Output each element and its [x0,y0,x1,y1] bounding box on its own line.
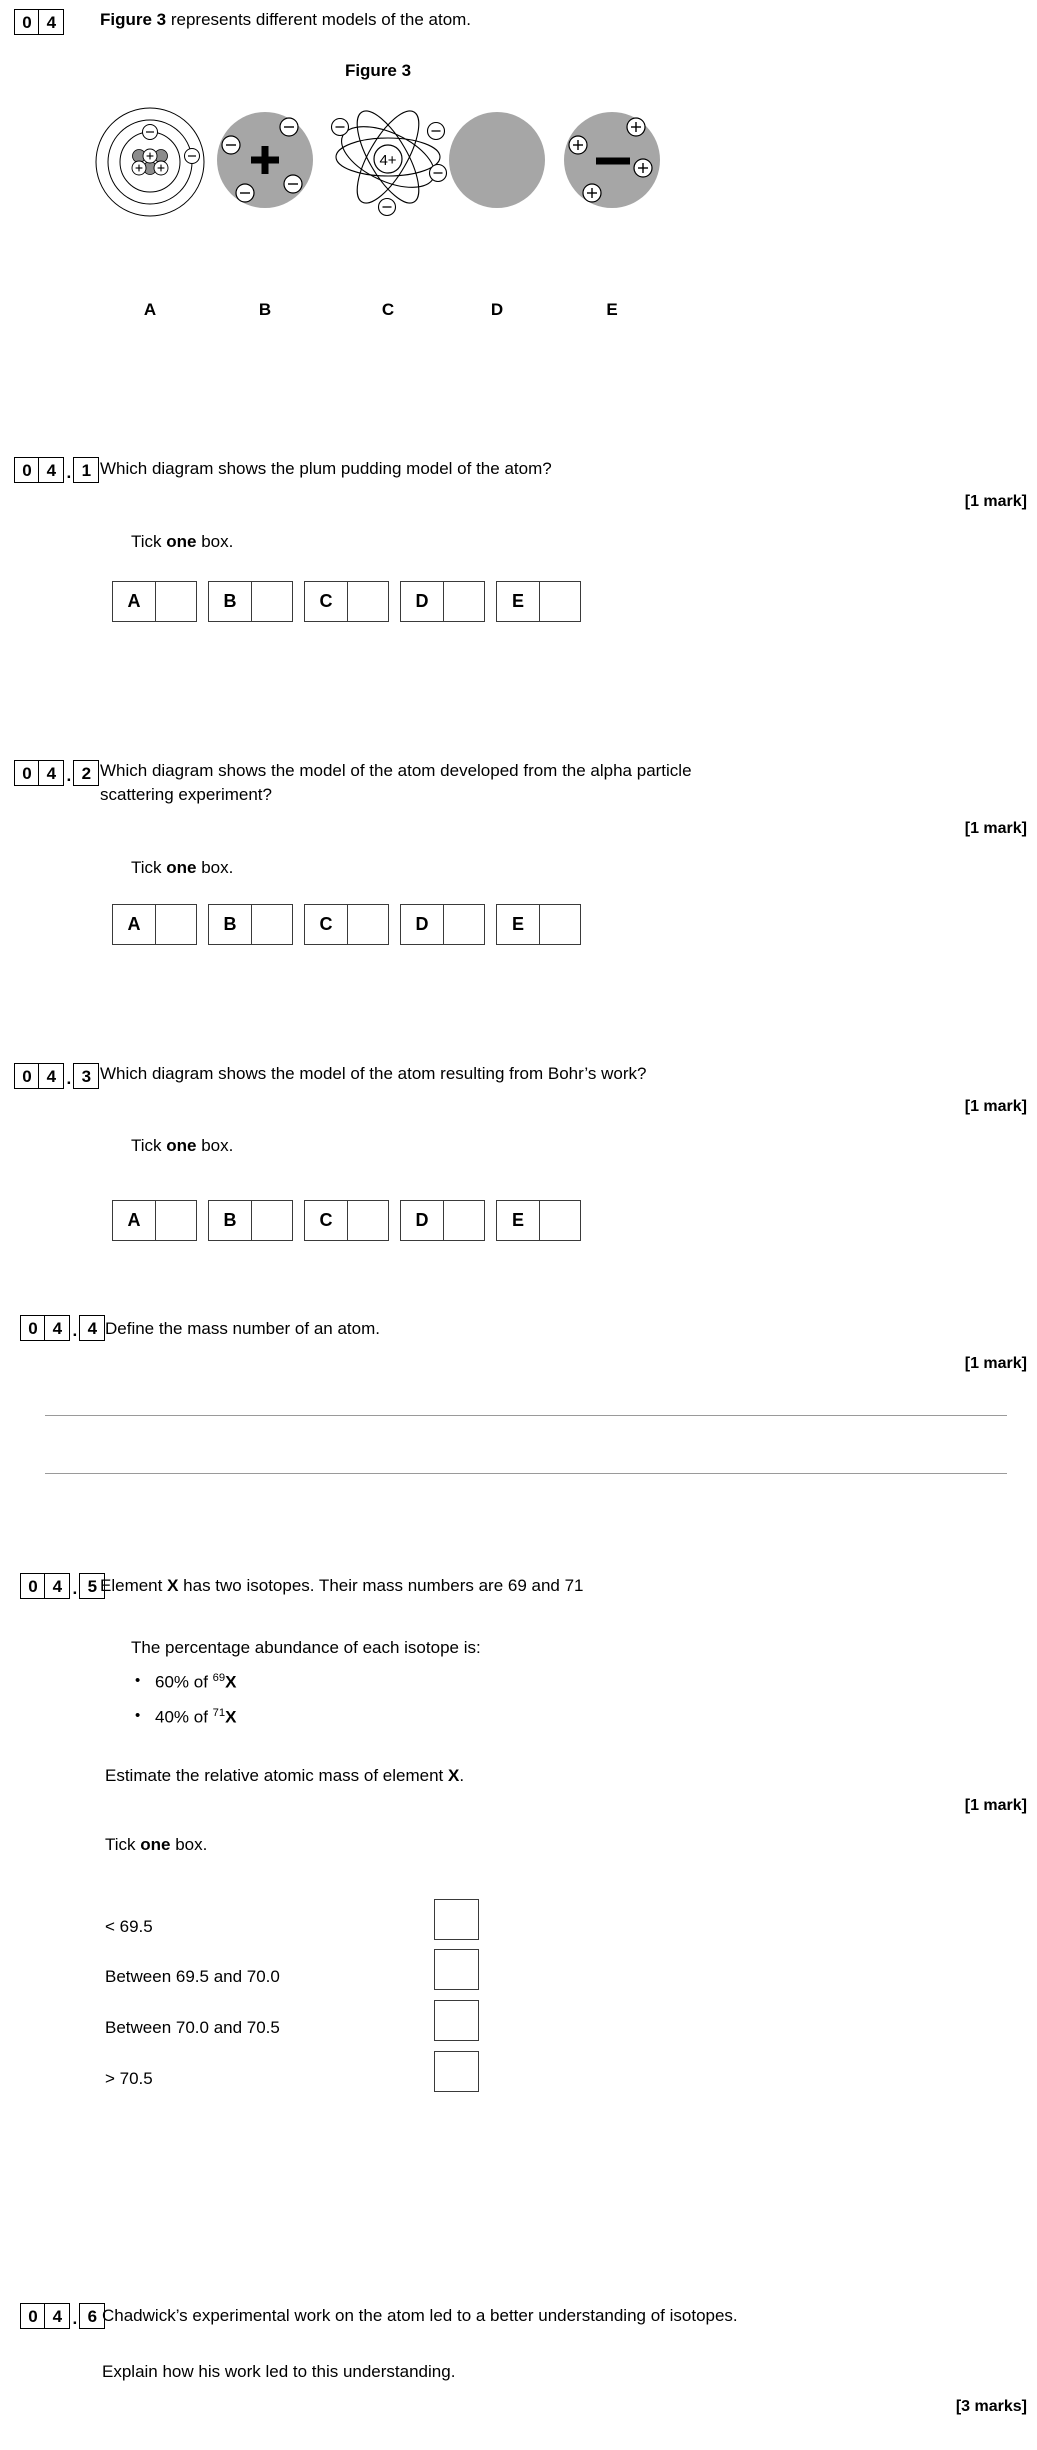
option-d-04-3[interactable] [400,1200,485,1241]
q2-digit-0: 0 [14,760,40,786]
option-letter: A [112,581,156,622]
mcq-label-between-700-705: Between 70.0 and 70.5 [105,2018,280,2037]
question-04-1-tick-instruction [131,531,233,554]
question-intro-text [100,9,471,32]
mcq-label-between-695-700: Between 69.5 and 70.0 [105,1967,280,1986]
q2-digit-4: 4 [38,760,64,786]
mcq-box-between-700-705[interactable] [434,2000,479,2041]
diagram-a-label: A [143,300,157,319]
question-04-2-text-line1: Which diagram shows the model of the atom developed from the alpha particle [100,761,692,780]
tick-pre: Tick [105,1835,141,1854]
question-04-5-stem [100,1575,584,1598]
estimate-pre: Estimate the relative atomic mass of element [105,1766,448,1785]
q3-digit-4: 4 [38,1063,64,1089]
q5-digit-0: 0 [20,1573,46,1599]
option-a-04-2[interactable] [112,904,197,945]
question-number-04-2 [14,760,99,786]
option-a-04-3[interactable] [112,1200,197,1241]
tick-box[interactable] [443,581,485,622]
diagram-e-negative-sphere-atom [552,100,672,220]
mcq-box-between-695-700[interactable] [434,1949,479,1990]
question-04-6-text: Chadwick’s experimental work on the atom led to a better understanding of isotopes. [102,2306,738,2325]
bullet-percent: 40% of [155,1707,213,1727]
question-number-04-6 [20,2303,105,2329]
stem-pre: Element [100,1576,168,1595]
tick-bold: one [166,1136,197,1155]
tick-box[interactable] [251,904,293,945]
q5-dot: . [72,1579,78,1598]
q3-sub-digit: 3 [73,1063,99,1089]
question-04-4-text: Define the mass number of an atom. [105,1319,380,1338]
option-b-04-1[interactable] [208,581,293,622]
mcq-box-greater-than-705[interactable] [434,2051,479,2092]
option-a-04-1[interactable] [112,581,197,622]
answer-line-1[interactable] [45,1415,1007,1416]
q1-sub-digit: 1 [73,457,99,483]
element-symbol: X [225,1707,237,1727]
option-d-04-1[interactable] [400,581,485,622]
option-e-04-3[interactable] [496,1200,581,1241]
option-letter: E [496,1200,540,1241]
mcq-label-greater-than-705: > 70.5 [105,2069,153,2088]
q5-sub-digit: 5 [79,1573,105,1599]
question-intro-rest: represents different models of the atom. [166,10,472,29]
option-letter: C [304,581,348,622]
option-d-04-2[interactable] [400,904,485,945]
bullet-percent: 60% of [155,1672,213,1692]
tick-box[interactable] [347,1200,389,1241]
figure-reference: Figure 3 [100,10,167,29]
mass-number-superscript: 69 [212,1672,226,1684]
diagram-d-label: D [490,300,504,319]
option-e-04-2[interactable] [496,904,581,945]
option-c-04-2[interactable] [304,904,389,945]
option-letter: B [208,1200,252,1241]
q2-sub-digit: 2 [73,760,99,786]
svg-text:4+: 4+ [379,152,397,169]
tick-box[interactable] [539,904,581,945]
option-letter: A [112,904,156,945]
question-04-4-marks: [1 mark] [964,1355,1027,1372]
tick-pre: Tick [131,532,167,551]
option-letter: B [208,581,252,622]
tick-box[interactable] [155,581,197,622]
question-04-2-text-line2: scattering experiment? [100,785,272,804]
option-letter: E [496,581,540,622]
option-letter: C [304,1200,348,1241]
question-number-04-5 [20,1573,105,1599]
question-04-2-marks: [1 mark] [964,820,1027,837]
question-04-5-tick-instruction [105,1834,207,1857]
q5-digit-4: 4 [44,1573,70,1599]
q4-digit-4: 4 [44,1315,70,1341]
tick-box[interactable] [347,904,389,945]
question-04-2-tick-instruction [131,857,233,880]
diagram-c-orbital-nuclear-atom [328,97,448,217]
tick-box[interactable] [347,581,389,622]
option-b-04-2[interactable] [208,904,293,945]
question-digit-0: 0 [14,9,40,35]
question-04-3-marks: [1 mark] [964,1098,1027,1115]
element-symbol: X [447,1766,460,1785]
question-digit-4: 4 [38,9,64,35]
option-letter: B [208,904,252,945]
option-c-04-3[interactable] [304,1200,389,1241]
option-letter: E [496,904,540,945]
question-04-6-text-line2: Explain how his work led to this understanding. [102,2362,456,2381]
question-04-3-tick-instruction [131,1135,233,1158]
question-04-1-text: Which diagram shows the plum pudding model of the atom? [100,459,552,478]
mcq-box-less-than-695[interactable] [434,1899,479,1940]
diagram-d-solid-sphere-atom [437,100,557,220]
q4-dot: . [72,1321,78,1340]
option-letter: D [400,1200,444,1241]
tick-pre: Tick [131,1136,167,1155]
tick-bold: one [166,858,197,877]
tick-box[interactable] [155,1200,197,1241]
tick-post: box. [196,532,234,551]
tick-box[interactable] [155,904,197,945]
question-04-1-marks: [1 mark] [964,493,1027,510]
tick-bold: one [166,532,197,551]
q4-digit-0: 0 [20,1315,46,1341]
stem-post: has two isotopes. Their mass numbers are 69 and 71 [178,1576,584,1595]
estimate-post: . [459,1766,465,1785]
question-number-04 [14,9,64,35]
question-04-3-text: Which diagram shows the model of the atom resulting from Bohr’s work? [100,1064,647,1083]
tick-box[interactable] [443,904,485,945]
q6-digit-4: 4 [44,2303,70,2329]
element-symbol: X [225,1672,237,1692]
option-letter: D [400,581,444,622]
abundance-intro: The percentage abundance of each isotope is: [131,1638,481,1657]
question-04-5-marks: [1 mark] [964,1797,1027,1814]
question-number-04-1 [14,457,99,483]
q6-sub-digit: 6 [79,2303,105,2329]
diagram-e-label: E [606,300,618,319]
tick-pre: Tick [131,858,167,877]
tick-post: box. [196,1136,234,1155]
q6-digit-0: 0 [20,2303,46,2329]
question-number-04-3 [14,1063,99,1089]
q3-digit-0: 0 [14,1063,40,1089]
diagram-b-label: B [258,300,272,319]
q4-sub-digit: 4 [79,1315,105,1341]
figure-title: Figure 3 [344,61,412,80]
diagram-b-plum-pudding-atom [205,100,325,220]
diagram-a-bohr-shell-atom [90,100,210,220]
tick-box[interactable] [251,1200,293,1241]
question-04-6-marks: [3 marks] [955,2398,1027,2415]
option-letter: A [112,1200,156,1241]
tick-post: box. [196,858,234,877]
q1-digit-4: 4 [38,457,64,483]
q1-dot: . [66,463,72,482]
tick-box[interactable] [251,581,293,622]
q2-dot: . [66,766,72,785]
option-c-04-1[interactable] [304,581,389,622]
element-symbol: X [167,1576,179,1595]
tick-bold: one [140,1835,171,1854]
question-04-5-estimate-text [105,1765,464,1788]
tick-post: box. [170,1835,208,1854]
option-letter: D [400,904,444,945]
tick-box[interactable] [539,1200,581,1241]
mass-number-superscript: 71 [212,1707,226,1719]
q1-digit-0: 0 [14,457,40,483]
tick-box[interactable] [443,1200,485,1241]
answer-line-2[interactable] [45,1473,1007,1474]
bullet-isotope-69 [155,1672,236,1693]
tick-box[interactable] [539,581,581,622]
option-b-04-3[interactable] [208,1200,293,1241]
option-e-04-1[interactable] [496,581,581,622]
q6-dot: . [72,2309,78,2328]
option-letter: C [304,904,348,945]
question-number-04-4 [20,1315,105,1341]
mcq-label-less-than-695: < 69.5 [105,1917,153,1936]
q3-dot: . [66,1069,72,1088]
bullet-isotope-71 [155,1707,236,1728]
diagram-c-label: C [381,300,395,319]
